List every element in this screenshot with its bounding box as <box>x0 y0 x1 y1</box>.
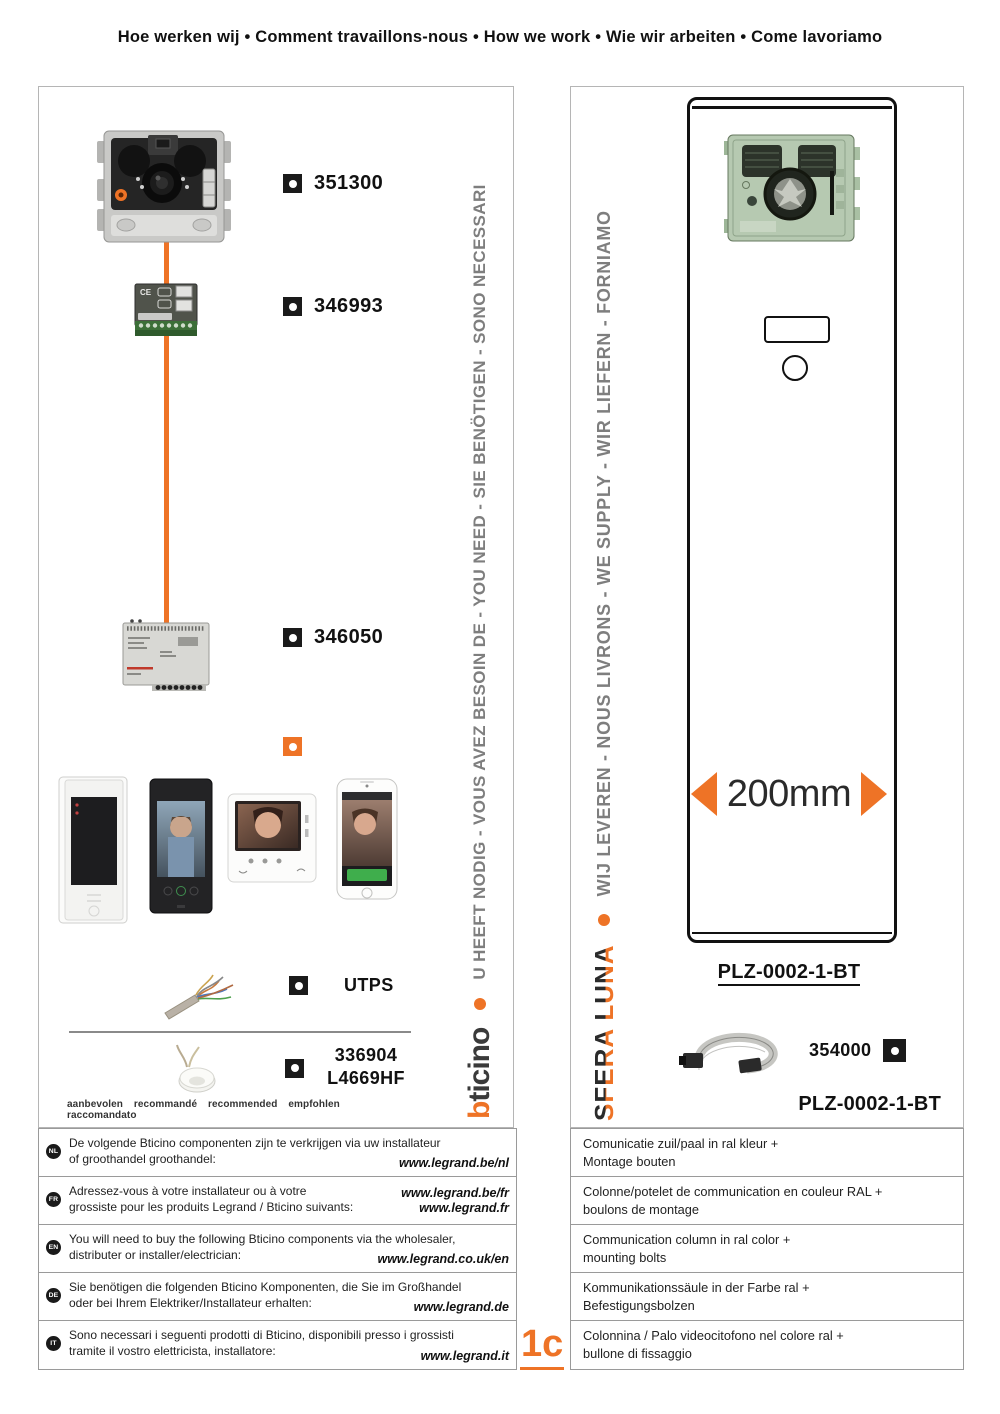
row-text: Colonnina / Palo videocitofono nel colore ral + bullone di fissaggio <box>583 1328 844 1361</box>
code-badge-icon <box>883 1039 906 1062</box>
row-text: You will need to buy the following Bticino components via the wholesaler, distributer or installer/electrician: <box>69 1232 456 1262</box>
legrand-url-link[interactable]: www.legrand.it <box>420 1349 509 1363</box>
page-title: Hoe werken wij • Comment travaillons-nous • How we work • Wie wir arbeiten • Come lavoriamo <box>117 28 883 46</box>
table-row <box>39 1273 516 1321</box>
interface-module-image <box>134 283 198 337</box>
dimension-arrow-right-icon <box>861 772 887 816</box>
orange-dot-icon <box>474 998 486 1010</box>
utp-cable-code: UTPS <box>344 975 394 995</box>
table-row <box>571 1177 963 1225</box>
ribbon-cable-code: 354000 <box>809 1040 872 1060</box>
white-handset-monitor-image <box>57 775 133 927</box>
code-badge-icon <box>283 297 302 316</box>
legrand-url-link[interactable]: www.legrand.be/fr www.legrand.fr <box>401 1186 509 1215</box>
row-text: Kommunikationssäule in der Farbe ral + Befestigungsbolzen <box>583 1280 810 1313</box>
table-row <box>571 1129 963 1177</box>
components-needed-panel <box>38 86 514 1128</box>
supplier-info-table <box>38 1128 517 1370</box>
ribbon-cable-image <box>677 1023 793 1081</box>
row-text: Adressez-vous à votre installateur ou à votre grossiste pour les produits Legrand / Bticino suivants: <box>69 1184 354 1214</box>
column-description-table <box>570 1128 964 1370</box>
left-vertical-text: U HEEFT NODIG - VOUS AVEZ BESOIN DE - YOU NEED - SIE BENÖTIGEN - SONO NECESSARI <box>470 184 489 980</box>
utp-cable-image <box>161 967 239 1021</box>
column-code-bottom: PLZ-0002-1-BT <box>798 1093 941 1115</box>
column-bottom-line <box>692 932 892 935</box>
power-supply-code: 346050 <box>314 626 384 648</box>
divider-line <box>69 1031 411 1033</box>
table-row <box>571 1321 963 1369</box>
table-row <box>39 1129 516 1177</box>
code-badge-icon <box>285 1059 304 1078</box>
green-camera-module-image <box>718 131 864 245</box>
accent-badge-icon <box>283 737 302 756</box>
lang-badge-fr: FR <box>46 1192 61 1207</box>
code-badge-icon <box>289 976 308 995</box>
lang-badge-nl: NL <box>46 1144 61 1159</box>
column-code-top: PLZ-0002-1-BT <box>718 961 861 986</box>
svg-text:CE: CE <box>140 288 152 297</box>
column-top-line <box>692 106 892 109</box>
smartphone-image <box>335 777 399 901</box>
row-text: Comunicatie zuil/paal in ral kleur + Montage bouten <box>583 1136 779 1169</box>
orange-dot-icon <box>598 914 610 926</box>
row-text: Communication column in ral color + mounting bolts <box>583 1232 791 1265</box>
legrand-url-link[interactable]: www.legrand.be/nl <box>399 1156 509 1170</box>
table-row <box>39 1321 516 1369</box>
recommended-label: aanbevolen recommandé recommended empfohlen raccomandato <box>67 1099 340 1121</box>
table-row <box>571 1273 963 1321</box>
black-monitor-image <box>144 775 220 917</box>
video-monitor-image <box>227 793 321 889</box>
code-badge-icon <box>283 174 302 193</box>
step-marker: 1c <box>520 1323 564 1370</box>
table-row <box>39 1177 516 1225</box>
pushbutton-outline <box>764 316 830 343</box>
power-supply-image <box>122 617 210 695</box>
row-text: Sie benötigen die folgenden Bticino Komponenten, die Sie im Großhandel oder bei Ihrem Elektriker/Installateur erhalten: <box>69 1280 462 1310</box>
wire-code-2: L4669HF <box>327 1068 405 1088</box>
sfera-luna-logo: SFERA LUNA <box>588 944 619 1121</box>
door-camera-module-image <box>94 129 234 244</box>
lang-badge-en: EN <box>46 1240 61 1255</box>
bticino-logo: bticino <box>463 1027 496 1119</box>
row-text: Colonne/potelet de communication en couleur RAL + boulons de montage <box>583 1184 883 1217</box>
right-vertical-text: WIJ LEVEREN - NOUS LIVRONS - WE SUPPLY - WIR LIEFERN - FORNIAMO <box>593 210 614 897</box>
wire-coil-image <box>167 1041 223 1097</box>
legrand-url-link[interactable]: www.legrand.co.uk/en <box>377 1252 509 1266</box>
row-text: Sono necessari i seguenti prodotti di Bticino, disponibili presso i grossisti tramite il vostro elettricista, installatore: <box>69 1328 454 1358</box>
lang-badge-it: IT <box>46 1336 61 1351</box>
wire-code-1: 336904 <box>334 1045 398 1065</box>
dimension-label: 200mm <box>726 772 852 815</box>
lang-badge-de: DE <box>46 1288 61 1303</box>
dimension-arrow-left-icon <box>691 772 717 816</box>
table-row <box>39 1225 516 1273</box>
code-badge-icon <box>283 628 302 647</box>
bell-circle-outline <box>782 355 808 381</box>
we-supply-panel <box>570 86 964 1128</box>
legrand-url-link[interactable]: www.legrand.de <box>413 1300 509 1314</box>
row-text: De volgende Bticino componenten zijn te verkrijgen via uw installateur of groothandel groothandel: <box>69 1136 441 1166</box>
camera-module-code: 351300 <box>314 172 384 194</box>
interface-module-code: 346993 <box>314 295 384 317</box>
table-row <box>571 1225 963 1273</box>
